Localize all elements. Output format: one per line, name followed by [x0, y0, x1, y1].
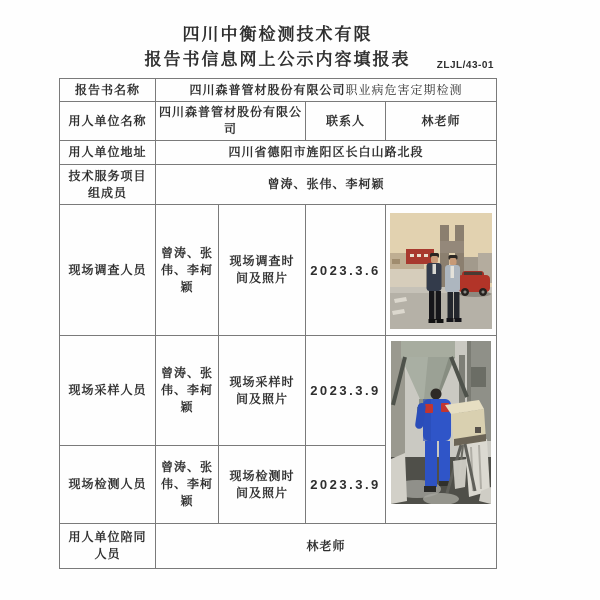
- investigation-label: 现场调查人员: [60, 205, 156, 336]
- employer-name-label: 用人单位名称: [60, 102, 156, 141]
- report-info-table: [59, 78, 497, 569]
- team-label: 技术服务项目组成员: [60, 165, 156, 205]
- investigation-caption: 现场调查时间及照片: [219, 205, 306, 336]
- form-header: [59, 24, 496, 71]
- escort-label: 用人单位陪同人员: [60, 524, 156, 569]
- report-suffix: 职业病危害定期检测: [345, 82, 463, 97]
- investigation-date: 2023.3.6: [306, 205, 386, 336]
- row-report-name: [60, 79, 497, 102]
- detection-caption: 现场检测时间及照片: [219, 446, 306, 524]
- company-title: 四川中衡检测技术有限: [182, 25, 373, 44]
- sampling-members: 曾涛、张伟、李柯颖: [156, 336, 219, 446]
- escort-value: 林老师: [156, 524, 497, 569]
- sampling-photo-cell: [386, 336, 497, 524]
- investigation-photo-cell: [386, 205, 497, 336]
- form-title: 报告书信息网上公示内容填报表: [144, 50, 411, 69]
- detection-date: 2023.3.9: [306, 446, 386, 524]
- investigation-members: 曾涛、张伟、李柯颖: [156, 205, 219, 336]
- row-sampling: [60, 336, 497, 446]
- detection-label: 现场检测人员: [60, 446, 156, 524]
- sampling-caption: 现场采样时间及照片: [219, 336, 306, 446]
- report-name-value: [156, 79, 497, 102]
- detection-members: 曾涛、张伟、李柯颖: [156, 446, 219, 524]
- report-company: 四川森普管材股份有限公司: [189, 82, 346, 97]
- sampling-label: 现场采样人员: [60, 336, 156, 446]
- team-value: 曾涛、张伟、李柯颖: [156, 165, 497, 205]
- document-code: ZLJL/43-01: [436, 60, 494, 71]
- sampling-equipment-photo: [391, 341, 491, 504]
- site-entrance-photo: [390, 213, 492, 329]
- report-name-label: 报告书名称: [60, 79, 156, 102]
- row-investigation: [60, 205, 497, 336]
- employer-address-value: 四川省德阳市旌阳区长白山路北段: [156, 141, 497, 165]
- row-escort: [60, 524, 497, 569]
- contact-label: 联系人: [306, 102, 386, 141]
- row-employer-name: [60, 102, 497, 141]
- contact-value: 林老师: [386, 102, 497, 141]
- form-title-row: [59, 49, 496, 71]
- sampling-date: 2023.3.9: [306, 336, 386, 446]
- row-team: [60, 165, 497, 205]
- employer-name-value: 四川森普管材股份有限公司: [156, 102, 306, 141]
- row-employer-address: [60, 141, 497, 165]
- employer-address-label: 用人单位地址: [60, 141, 156, 165]
